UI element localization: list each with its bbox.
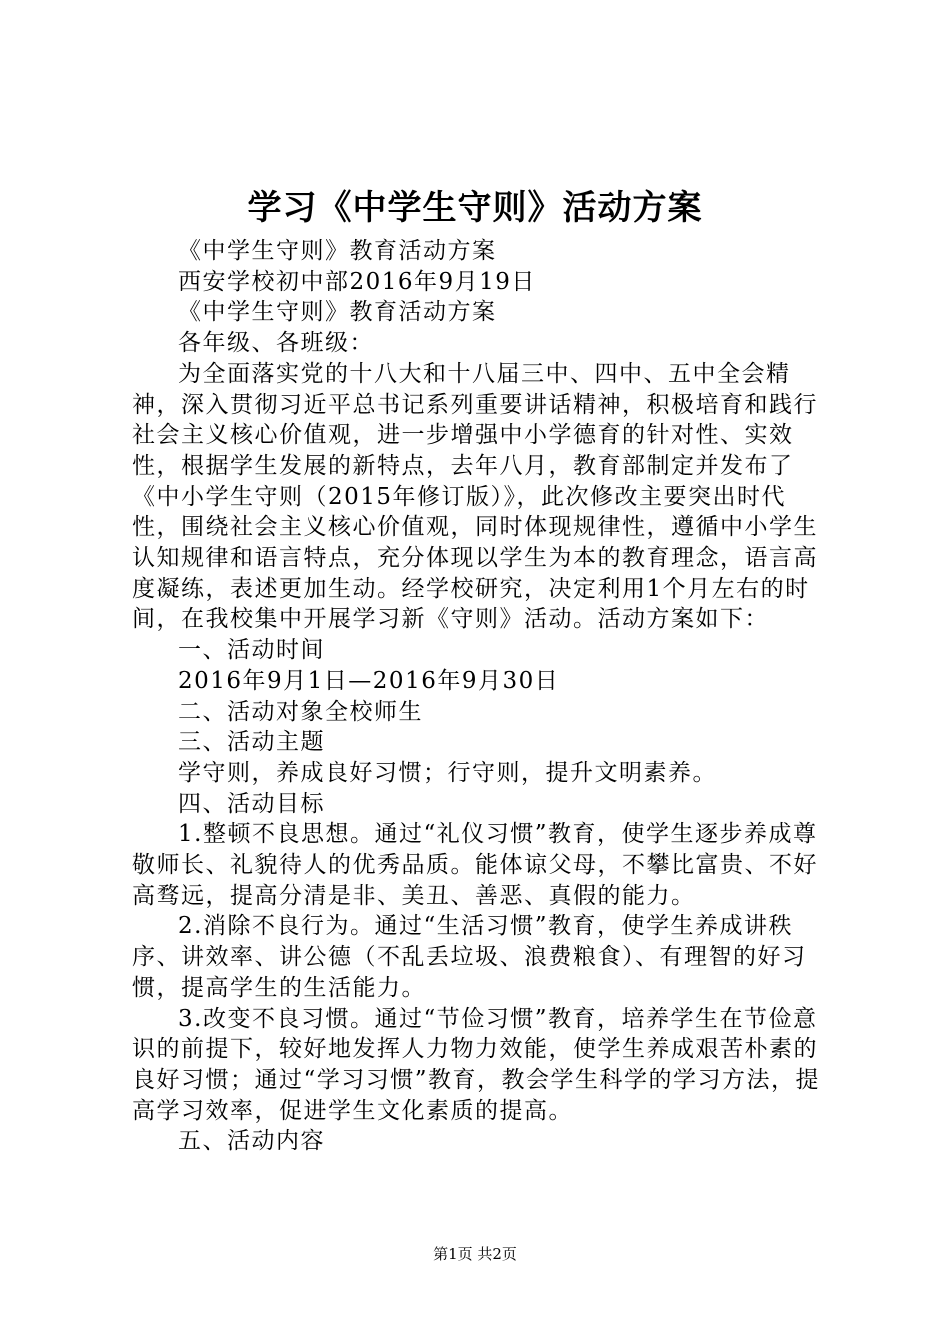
paragraph-theme: 学守则，养成良好习惯；行守则，提升文明素养。 xyxy=(178,759,717,786)
section-heading-target: 二、活动对象全校师生 xyxy=(178,698,423,725)
paragraph-introduction: 为全面落实党的十八大和十八届三中、四中、五中全会精神，深入贯彻习近平总书记系列重要讲话精神，积极培育和践行社会主义核心价值观，进一步增强中小学德育的针对性、实效性，根据学生发展的新特点，去年八月，教育部制定并发布了《中小学生守则（2015年修订版）》，此次修改主要突出时代性，围绕社会主义核心价值观，同时体现规律性，遵循中小学生认知规律和语言特点，充分体现以学生为本的教育理念，语言高度凝练，表述更加生动。经学校研究，决定利用1个月左右的时间，在我校集中开展学习新《守则》活动。活动方案如下： xyxy=(132,360,818,633)
section-heading-goals: 四、活动目标 xyxy=(178,790,325,817)
paragraph-time-range: 2016年9月1日—2016年9月30日 xyxy=(178,667,560,694)
document-title: 学习《中学生守则》活动方案 xyxy=(247,188,703,228)
paragraph-subtitle-repeat: 《中学生守则》教育活动方案 xyxy=(178,299,497,326)
section-heading-content: 五、活动内容 xyxy=(178,1128,325,1155)
section-heading-theme: 三、活动主题 xyxy=(178,729,325,756)
document-body xyxy=(132,236,832,1157)
paragraph-goal-1: 1.整顿不良思想。通过“礼仪习惯”教育，使学生逐步养成尊敬师长、礼貌待人的优秀品质。能体谅父母，不攀比富贵、不好高骛远，提高分清是非、美丑、善恶、真假的能力。 xyxy=(132,821,818,909)
paragraph-salutation: 各年级、各班级： xyxy=(178,330,374,357)
paragraph-goal-2: 2.消除不良行为。通过“生活习惯”教育，使学生养成讲秩序、讲效率、讲公德（不乱丢垃圾、浪费粮食）、有理智的好习惯，提高学生的生活能力。 xyxy=(132,913,807,1001)
paragraph-goal-3: 3.改变不良习惯。通过“节俭习惯”教育，培养学生在节俭意识的前提下，较好地发挥人力物力效能，使学生养成艰苦朴素的良好习惯；通过“学习习惯”教育，教会学生科学的学习方法，提高学习效率，促进学生文化素质的提高。 xyxy=(132,1005,821,1124)
paragraph-subtitle: 《中学生守则》教育活动方案 xyxy=(178,238,497,264)
paragraph-issuer-date: 西安学校初中部2016年9月19日 xyxy=(178,268,536,295)
section-heading-time: 一、活动时间 xyxy=(178,637,325,664)
page-number-footer: 第1页 共2页 xyxy=(433,1245,517,1263)
